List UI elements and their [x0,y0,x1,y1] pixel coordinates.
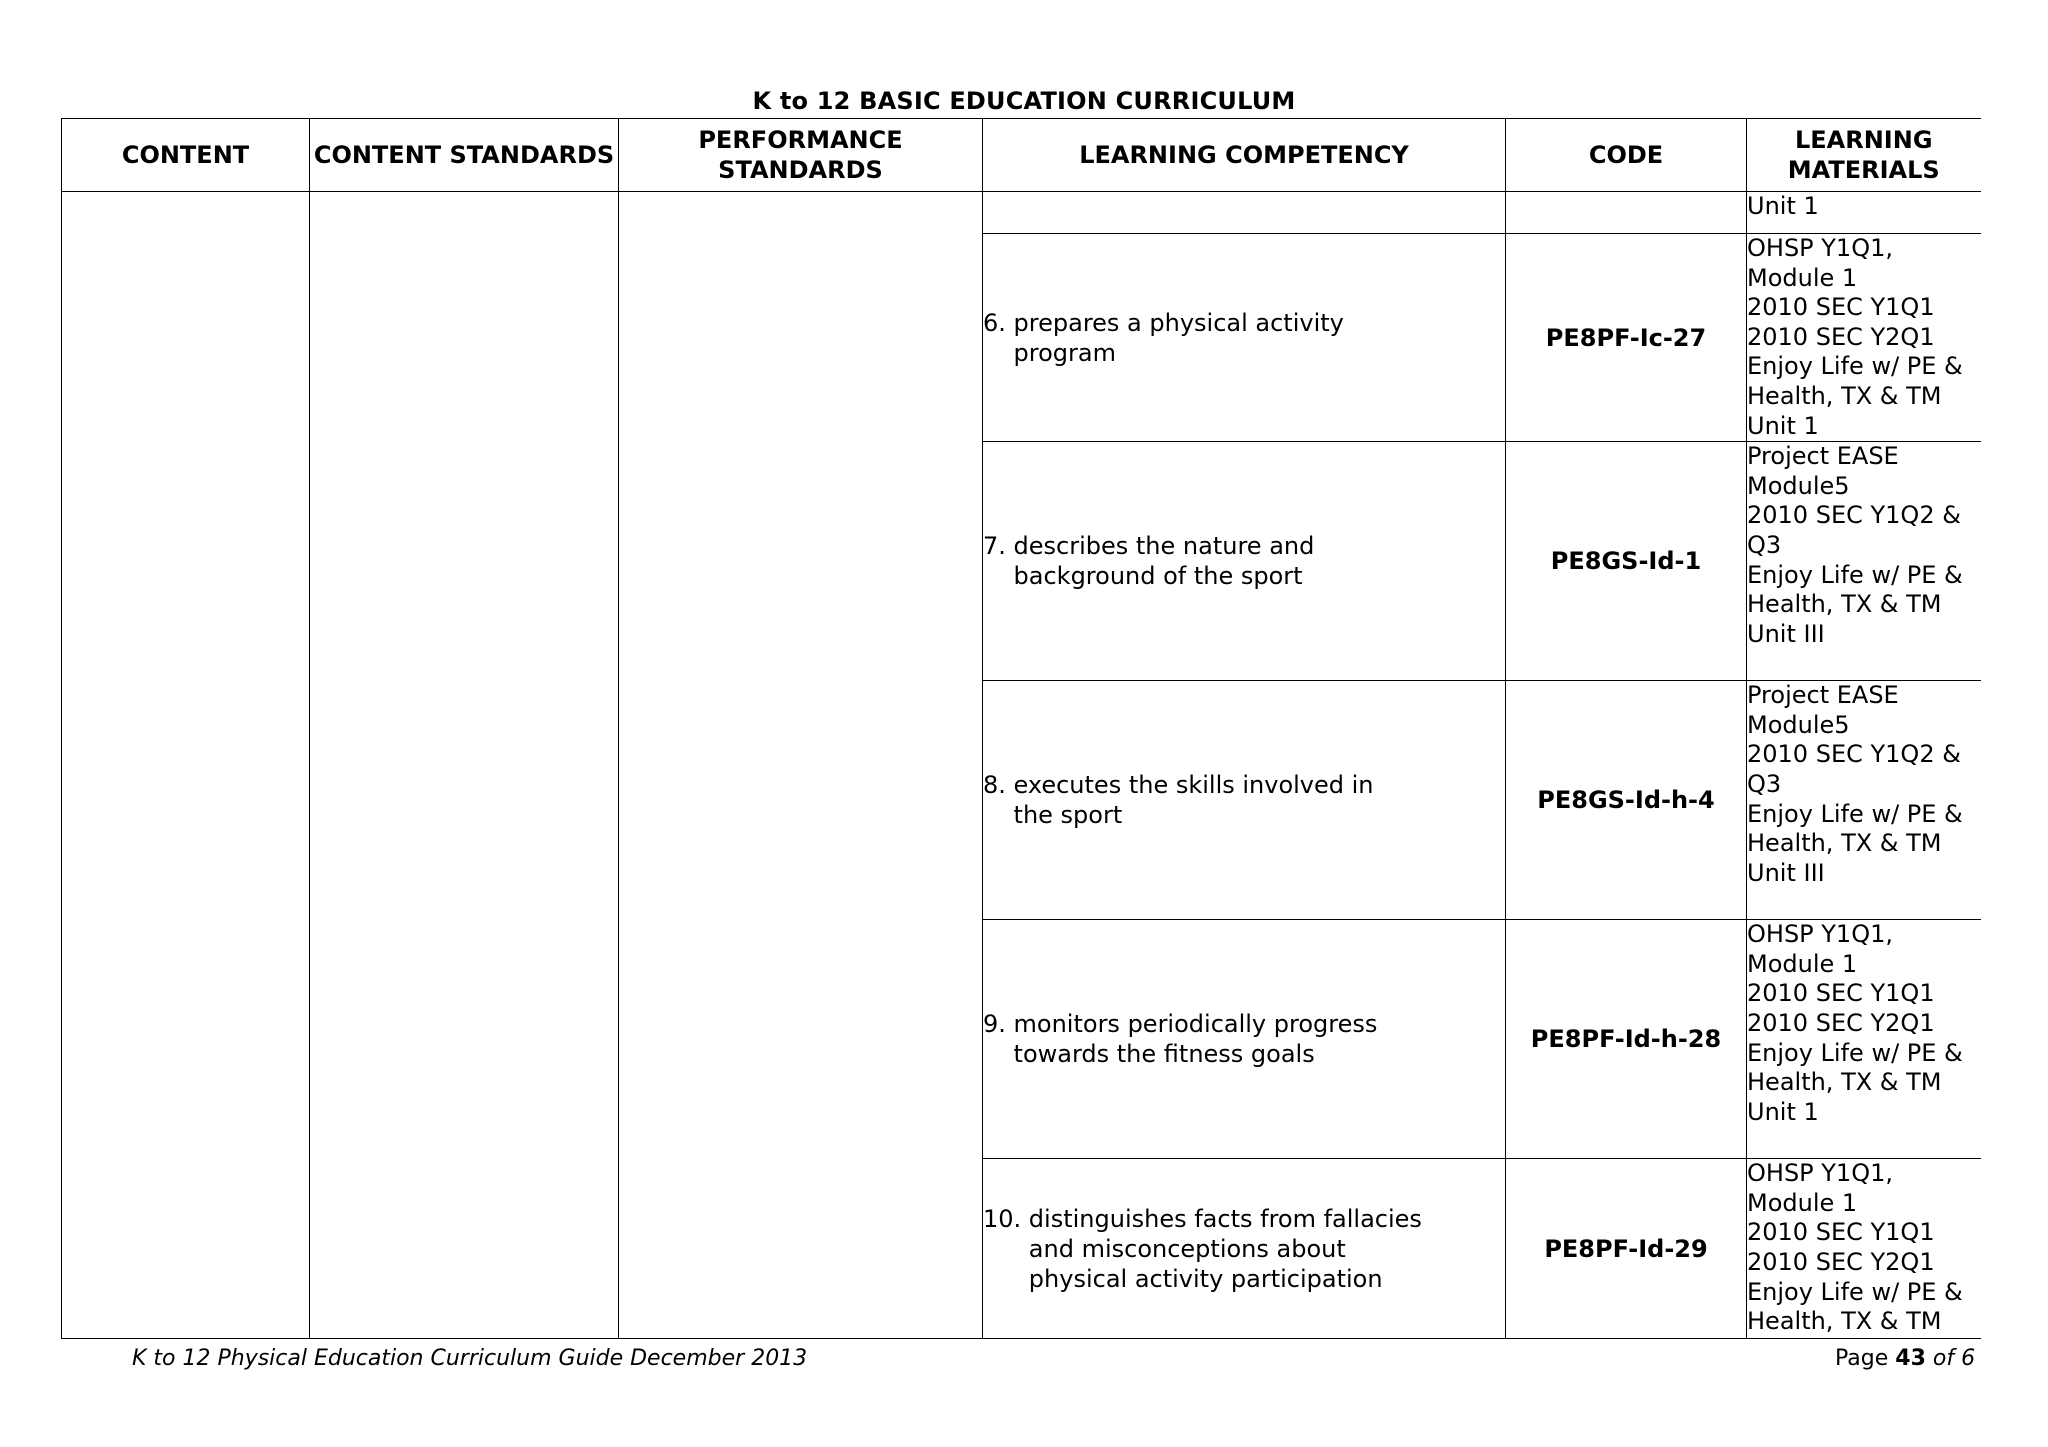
header-learning-materials: LEARNING MATERIALS [1747,119,1981,192]
competency-text: describes the nature and background of the sport [1013,532,1315,591]
page-label: Page [1835,1346,1896,1371]
header-learning-competency: LEARNING COMPETENCY [983,119,1506,192]
code-cell [1506,192,1747,234]
code-cell: PE8GS-Id-1 [1506,442,1747,681]
competency-number: 6. [983,308,1014,337]
competency-number: 10. [983,1204,1029,1233]
materials-cell: Unit 1 [1747,192,1981,234]
competency-cell [983,234,1506,442]
competency-text: monitors periodically progress towards the fitness goals [1013,1010,1378,1069]
header-row [62,119,1981,192]
header-code: CODE [1506,119,1747,192]
header-content: CONTENT [62,119,310,192]
page-total: of 6 [1925,1346,1976,1371]
code-cell: PE8PF-Id-29 [1506,1159,1747,1339]
competency-cell [983,1159,1506,1339]
performance-standards-cell [619,192,983,1339]
materials-cell: OHSP Y1Q1, Module 1 2010 SEC Y1Q1 2010 SEC Y2Q1 Enjoy Life w/ PE & Health, TX & TM [1747,1159,1981,1339]
competency-cell [983,920,1506,1159]
competency-number: 9. [983,1010,1014,1039]
page-current: 43 [1895,1346,1926,1371]
content-cell [62,192,310,1339]
header-content-standards: CONTENT STANDARDS [310,119,619,192]
materials-cell: Project EASE Module5 2010 SEC Y1Q2 & Q3 Enjoy Life w/ PE & Health, TX & TM Unit III [1747,681,1981,920]
page-number [1835,1345,1975,1373]
table-row [62,192,1981,234]
code-cell: PE8PF-Id-h-28 [1506,920,1747,1159]
materials-cell: Project EASE Module5 2010 SEC Y1Q2 & Q3 Enjoy Life w/ PE & Health, TX & TM Unit III [1747,442,1981,681]
document-title: K to 12 BASIC EDUCATION CURRICULUM [752,87,1296,115]
materials-cell: OHSP Y1Q1, Module 1 2010 SEC Y1Q1 2010 SEC Y2Q1 Enjoy Life w/ PE & Health, TX & TM Unit 1 [1747,920,1981,1159]
content-standards-cell [310,192,619,1339]
footer-guide-title: K to 12 Physical Education Curriculum Guide December 2013 [132,1346,808,1371]
competency-number: 7. [983,532,1014,561]
competency-text: executes the skills involved in the sport [1013,771,1374,830]
curriculum-table [61,118,1981,1339]
materials-cell: OHSP Y1Q1, Module 1 2010 SEC Y1Q1 2010 SEC Y2Q1 Enjoy Life w/ PE & Health, TX & TM Unit 1 [1747,234,1981,442]
competency-cell [983,681,1506,920]
code-cell: PE8GS-Id-h-4 [1506,681,1747,920]
code-cell: PE8PF-Ic-27 [1506,234,1747,442]
competency-text: distinguishes facts from fallacies and misconceptions about physical activity participation [1028,1204,1422,1293]
header-performance-standards: PERFORMANCE STANDARDS [619,119,983,192]
competency-text: prepares a physical activity program [1013,308,1344,367]
competency-cell [983,192,1506,234]
competency-cell [983,442,1506,681]
competency-number: 8. [983,771,1014,800]
